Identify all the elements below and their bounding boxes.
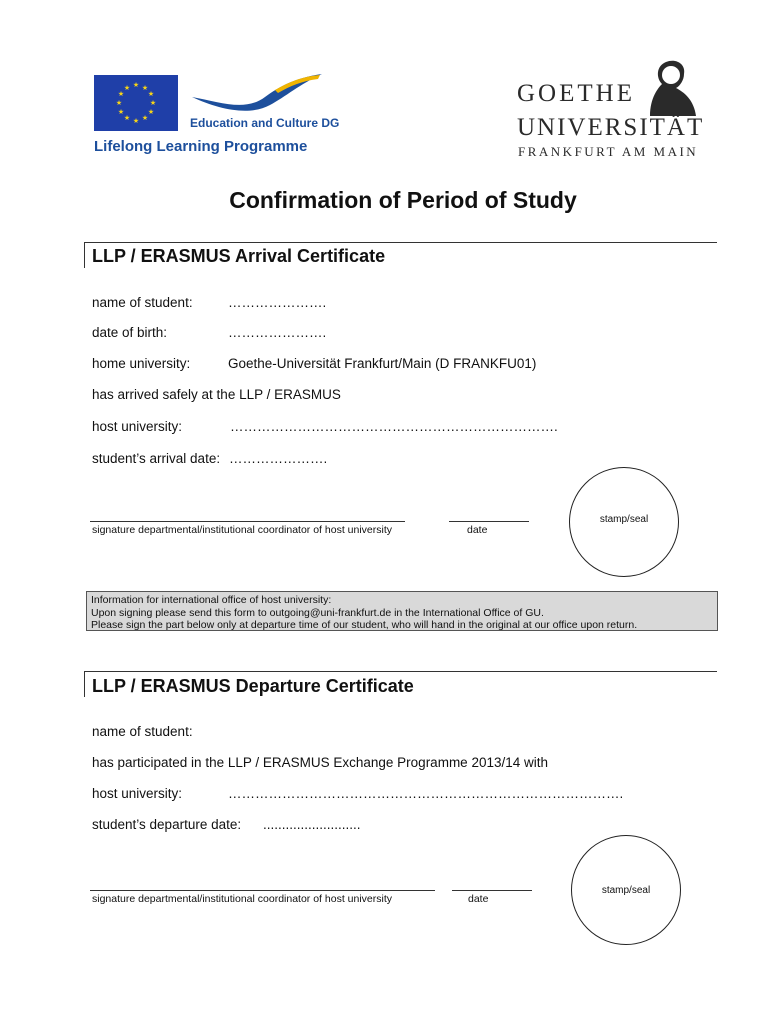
departure-name-label: name of student: <box>92 724 193 739</box>
arrival-signature-label: signature departmental/institutional coordinator of host university <box>92 524 392 536</box>
info-line-1: Information for international office of host university: <box>91 594 332 606</box>
svg-text:★: ★ <box>117 90 125 98</box>
arrival-signature-line[interactable] <box>90 521 405 522</box>
arrival-left-rule <box>84 242 85 268</box>
participated-text: has participated in the LLP / ERASMUS Exchange Programme 2013/14 with <box>92 755 549 770</box>
arrival-host-label: host university: <box>92 419 183 434</box>
arrival-name-value[interactable]: …………………. <box>228 295 327 310</box>
departure-signature-label: signature departmental/institutional coordinator of host university <box>92 893 392 905</box>
svg-text:★: ★ <box>132 117 140 125</box>
arrival-top-rule <box>84 242 717 243</box>
departure-heading: LLP / ERASMUS Departure Certificate <box>92 676 414 696</box>
arrival-date-label: student’s arrival date: <box>92 451 221 466</box>
arrival-date-caption: date <box>467 524 488 536</box>
home-university-value: Goethe-Universität Frankfurt/Main (D FRANKFU01) <box>228 356 537 371</box>
departure-host-value[interactable]: ……………………………………………………………………………. <box>228 786 624 801</box>
departure-date-value[interactable]: .......................... <box>263 817 361 832</box>
departure-stamp-label: stamp/seal <box>601 885 651 896</box>
svg-text:★: ★ <box>141 84 149 92</box>
goethe-portrait-icon <box>640 58 702 116</box>
arrival-stamp-label: stamp/seal <box>599 514 649 525</box>
arrival-name-label: name of student: <box>92 295 193 310</box>
svg-text:★: ★ <box>123 114 131 122</box>
departure-date-line[interactable] <box>452 890 532 891</box>
svg-text:★: ★ <box>132 81 140 89</box>
departure-top-rule <box>84 671 717 672</box>
arrival-date-value[interactable]: …………………. <box>229 451 328 466</box>
arrival-date-line[interactable] <box>449 521 529 522</box>
departure-left-rule <box>84 671 85 697</box>
arrived-text: has arrived safely at the LLP / ERASMUS <box>92 387 341 402</box>
svg-text:★: ★ <box>141 114 149 122</box>
info-box <box>86 591 718 631</box>
departure-date-caption: date <box>468 893 489 905</box>
departure-date-label: student’s departure date: <box>92 817 242 832</box>
goethe-logo-line1: GOETHE <box>517 80 635 107</box>
info-line-3: Please sign the part below only at departure time of our student, who will hand in the original at our office upon return. <box>91 619 638 631</box>
svg-text:★: ★ <box>117 108 125 116</box>
arrival-dob-value[interactable]: …………………. <box>228 325 327 340</box>
home-university-label: home university: <box>92 356 191 371</box>
page-title: Confirmation of Period of Study <box>229 187 577 213</box>
departure-signature-line[interactable] <box>90 890 435 891</box>
arrival-heading: LLP / ERASMUS Arrival Certificate <box>92 246 386 266</box>
svg-text:★: ★ <box>147 90 155 98</box>
eu-stars-icon <box>94 75 178 131</box>
arrival-dob-label: date of birth: <box>92 325 168 340</box>
dg-swoosh-icon <box>190 72 325 117</box>
svg-text:★: ★ <box>147 108 155 116</box>
arrival-host-value[interactable]: ………………………………………………………………. <box>230 419 558 434</box>
svg-text:★: ★ <box>123 84 131 92</box>
departure-host-label: host university: <box>92 786 183 801</box>
eu-flag-logo <box>94 75 178 131</box>
svg-text:★: ★ <box>149 99 157 107</box>
goethe-logo-line3: FRANKFURT AM MAIN <box>518 144 699 159</box>
dg-text: Education and Culture DG <box>190 116 340 130</box>
lifelong-learning-text: Lifelong Learning Programme <box>94 138 308 155</box>
svg-text:★: ★ <box>115 99 123 107</box>
info-line-2: Upon signing please send this form to outgoing@uni-frankfurt.de in the International Office of GU. <box>91 606 544 619</box>
goethe-logo-line2: UNIVERSITÄT <box>517 114 705 141</box>
